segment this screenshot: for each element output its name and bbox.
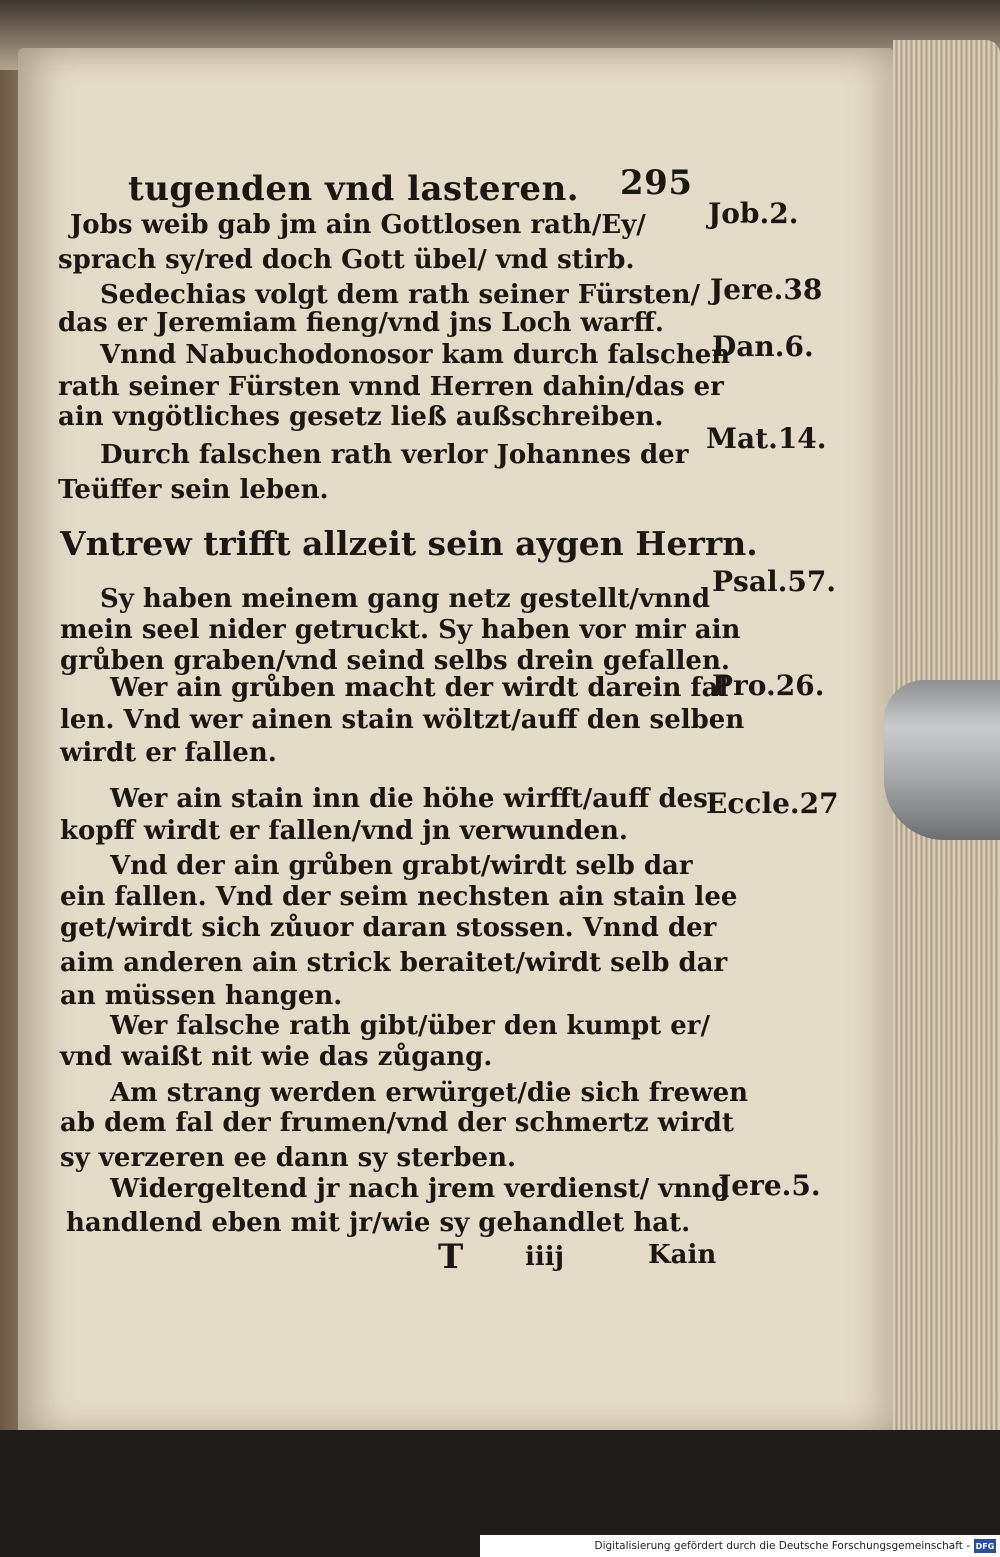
text-line: Sy haben meinem gang netz gestellt/vnnd — [100, 584, 710, 614]
text-line: wirdt er fallen. — [60, 738, 277, 768]
text-line: aim anderen ain strick beraitet/wirdt selb dar — [60, 948, 728, 978]
text-line: mein seel nider getruckt. Sy haben vor mir ain — [60, 615, 741, 645]
margin-note: Pro.26. — [712, 669, 825, 702]
text-line: Sedechias volgt dem rath seiner Fürsten/ — [100, 280, 700, 310]
credit-text: Digitalisierung gefördert durch die Deutsche Forschungsgemeinschaft - — [594, 1540, 970, 1552]
text-line: sprach sy/red doch Gott übel/ vnd stirb. — [58, 245, 635, 275]
signature-mark: T — [438, 1237, 464, 1277]
text-line: Durch falschen rath verlor Johannes der — [100, 440, 689, 470]
text-line: das er Jeremiam fieng/vnd jns Loch warff. — [58, 308, 664, 338]
text-line: Vnnd Nabuchodonosor kam durch falschen — [100, 340, 731, 370]
text-line: grůben graben/vnd seind selbs drein gefallen. — [60, 646, 730, 676]
text-line: rath seiner Fürsten vnnd Herren dahin/das er — [58, 372, 724, 402]
text-line: Wer ain stain inn die höhe wirfft/auff des — [110, 784, 708, 814]
text-line: Wer ain grůben macht der wirdt darein fal — [110, 673, 729, 703]
margin-note: Job.2. — [708, 197, 799, 230]
section-title: Vntrew trifft allzeit sein aygen Herrn. — [60, 524, 758, 563]
dfg-logo-icon: DFG — [974, 1539, 996, 1553]
margin-note: Mat.14. — [706, 422, 827, 455]
book-clip — [884, 680, 1000, 840]
text-line: an müssen hangen. — [60, 981, 343, 1011]
text-line: Am strang werden erwürget/die sich frewen — [110, 1078, 749, 1108]
digitization-credit — [480, 1535, 1000, 1557]
text-line: get/wirdt sich zůuor daran stossen. Vnnd der — [60, 913, 717, 943]
catchword: Kain — [648, 1240, 717, 1270]
text-line: len. Vnd wer ainen stain wöltzt/auff den selben — [60, 705, 745, 735]
running-title: tugenden vnd lasteren. — [128, 169, 580, 209]
text-line: sy verzeren ee dann sy sterben. — [60, 1143, 517, 1173]
text-line: Wer falsche rath gibt/über den kumpt er/ — [110, 1011, 710, 1041]
folio-mark: iiij — [525, 1242, 565, 1272]
margin-note: Jere.38 — [710, 273, 823, 306]
text-line: ab dem fal der frumen/vnd der schmertz wirdt — [60, 1108, 734, 1138]
text-line: Widergeltend jr nach jrem verdienst/ vnnd — [110, 1174, 730, 1204]
text-line: Vnd der ain grůben grabt/wirdt selb dar — [110, 851, 693, 881]
text-line: Teüffer sein leben. — [58, 475, 329, 505]
margin-note: Eccle.27 — [706, 787, 839, 820]
text-line: ein fallen. Vnd der seim nechsten ain stain lee — [60, 882, 738, 912]
text-line: kopff wirdt er fallen/vnd jn verwunden. — [60, 816, 628, 846]
text-line: ain vngötliches gesetz ließ außschreiben. — [58, 402, 664, 432]
margin-note: Jere.5. — [718, 1169, 821, 1202]
text-line: handlend eben mit jr/wie sy gehandlet hat. — [66, 1208, 691, 1238]
text-line: vnd waißt nit wie das zůgang. — [60, 1042, 493, 1072]
margin-note: Psal.57. — [712, 565, 837, 598]
margin-note: Dan.6. — [712, 330, 814, 363]
page-number: 295 — [620, 163, 693, 203]
text-line: Jobs weib gab jm ain Gottlosen rath/Ey/ — [70, 210, 646, 240]
